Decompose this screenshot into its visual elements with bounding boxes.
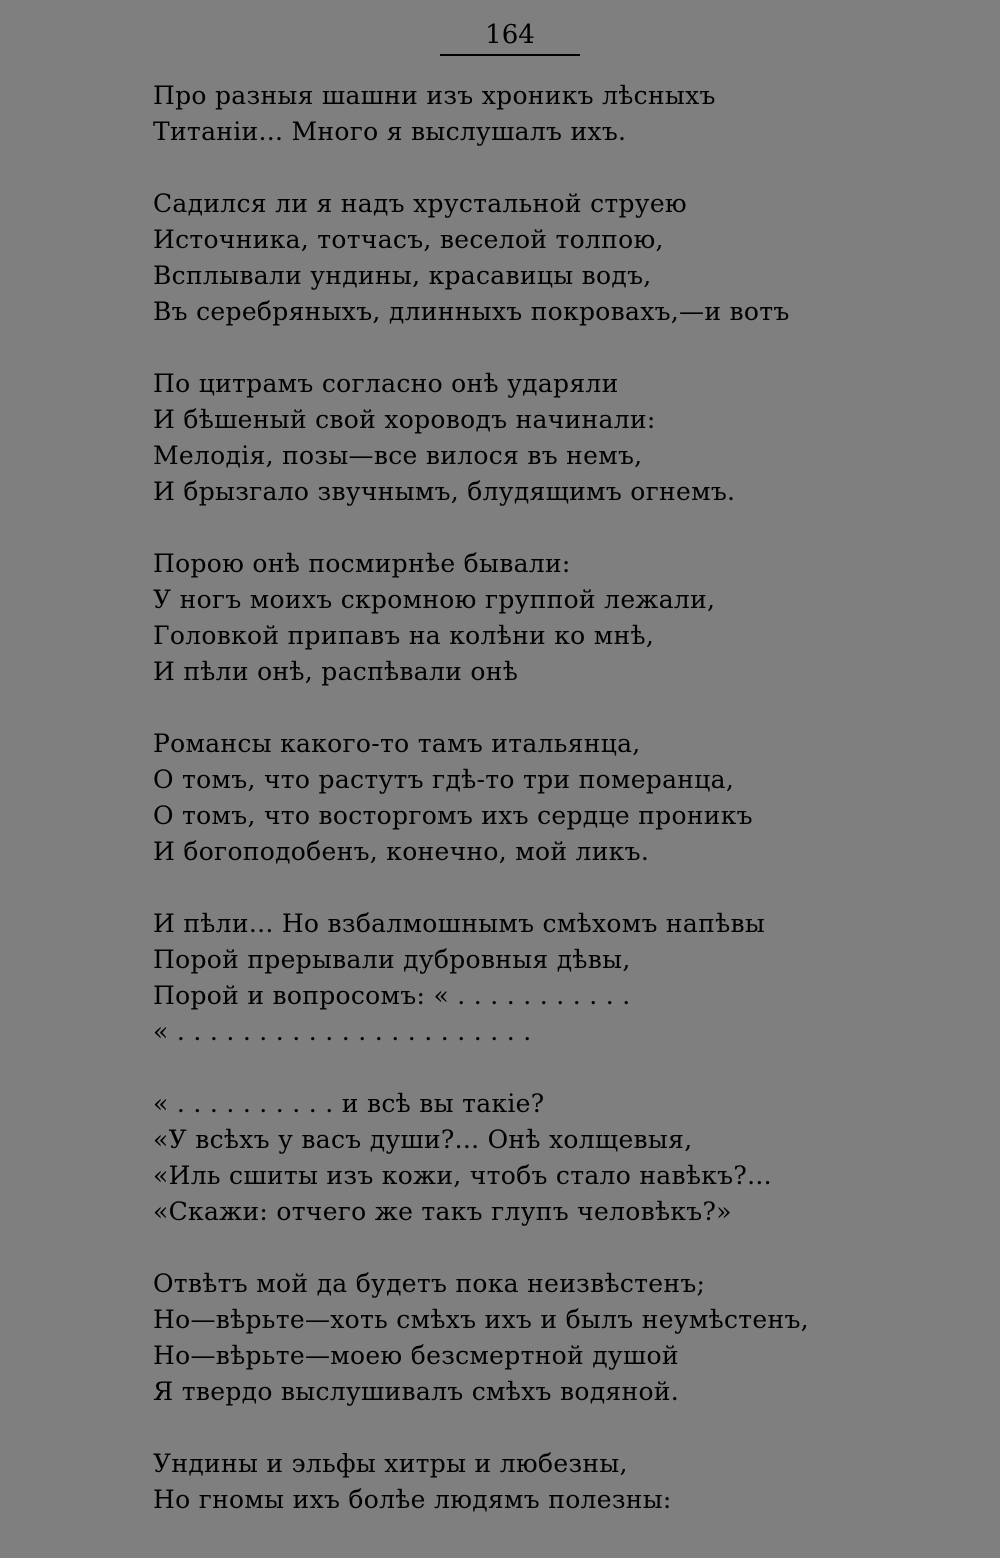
poem-line: У ногъ моихъ скромною группой лежали,: [153, 585, 716, 614]
page-number: 164: [440, 18, 580, 56]
poem-line: Порой прерывали дубровныя дѣвы,: [153, 945, 631, 974]
poem-line: Головкой припавъ на колѣни ко мнѣ,: [153, 621, 655, 650]
poem-line: Титаніи... Много я выслушалъ ихъ.: [153, 117, 627, 146]
poem-line: Порой и вопросомъ: « . . . . . . . . . . .: [153, 981, 631, 1010]
poem-line: Романсы какого-то тамъ итальянца,: [153, 729, 641, 758]
poem-line: Но гномы ихъ болѣе людямъ полезны:: [153, 1485, 672, 1514]
poem-line: По цитрамъ согласно онѣ ударяли: [153, 369, 619, 398]
poem-line: Источника, тотчасъ, веселой толпою,: [153, 225, 664, 254]
stanza: [153, 1086, 973, 1230]
poem-line: И пѣли... Но взбалмошнымъ смѣхомъ напѣвы: [153, 909, 766, 938]
poem-line: «Иль сшиты изъ кожи, чтобъ стало навѣкъ?...: [153, 1161, 772, 1190]
poem-line: И пѣли онѣ, распѣвали онѣ: [153, 657, 519, 686]
stanza: [153, 366, 973, 510]
poem-line: И бѣшеный свой хороводъ начинали:: [153, 405, 656, 434]
poem-line: О томъ, что растутъ гдѣ-то три померанца,: [153, 765, 735, 794]
poem-text: [153, 78, 973, 1554]
poem-line: Въ серебряныхъ, длинныхъ покровахъ,—и вотъ: [153, 297, 790, 326]
stanza: [153, 1266, 973, 1410]
poem-line: Про разныя шашни изъ хроникъ лѣсныхъ: [153, 81, 716, 110]
stanza: [153, 186, 973, 330]
poem-line: Садился ли я надъ хрустальной струею: [153, 189, 687, 218]
stanza: [153, 78, 973, 150]
poem-line: Всплывали ундины, красавицы водъ,: [153, 261, 652, 290]
poem-line: «У всѣхъ у васъ души?... Онѣ холщевыя,: [153, 1125, 693, 1154]
poem-line: « . . . . . . . . . . . . . . . . . . . . . .: [153, 1017, 532, 1046]
poem-line: Но—вѣрьте—хоть смѣхъ ихъ и былъ неумѣстенъ,: [153, 1305, 809, 1334]
poem-line: О томъ, что восторгомъ ихъ сердце проникъ: [153, 801, 753, 830]
poem-line: Мелодія, позы—все вилося въ немъ,: [153, 441, 643, 470]
stanza: [153, 1446, 973, 1518]
poem-line: Но—вѣрьте—моею безсмертной душой: [153, 1341, 679, 1370]
stanza: [153, 546, 973, 690]
poem-line: Я твердо выслушивалъ смѣхъ водяной.: [153, 1377, 680, 1406]
poem-line: И богоподобенъ, конечно, мой ликъ.: [153, 837, 650, 866]
poem-line: Порою онѣ посмирнѣе бывали:: [153, 549, 571, 578]
poem-line: Отвѣтъ мой да будетъ пока неизвѣстенъ;: [153, 1269, 706, 1298]
stanza: [153, 906, 973, 1050]
poem-line: Ундины и эльфы хитры и любезны,: [153, 1449, 628, 1478]
poem-line: «Скажи: отчего же такъ глупъ человѣкъ?»: [153, 1197, 732, 1226]
poem-line: И брызгало звучнымъ, блудящимъ огнемъ.: [153, 477, 736, 506]
stanza: [153, 726, 973, 870]
poem-line: « . . . . . . . . . . и всѣ вы такіе?: [153, 1089, 545, 1118]
